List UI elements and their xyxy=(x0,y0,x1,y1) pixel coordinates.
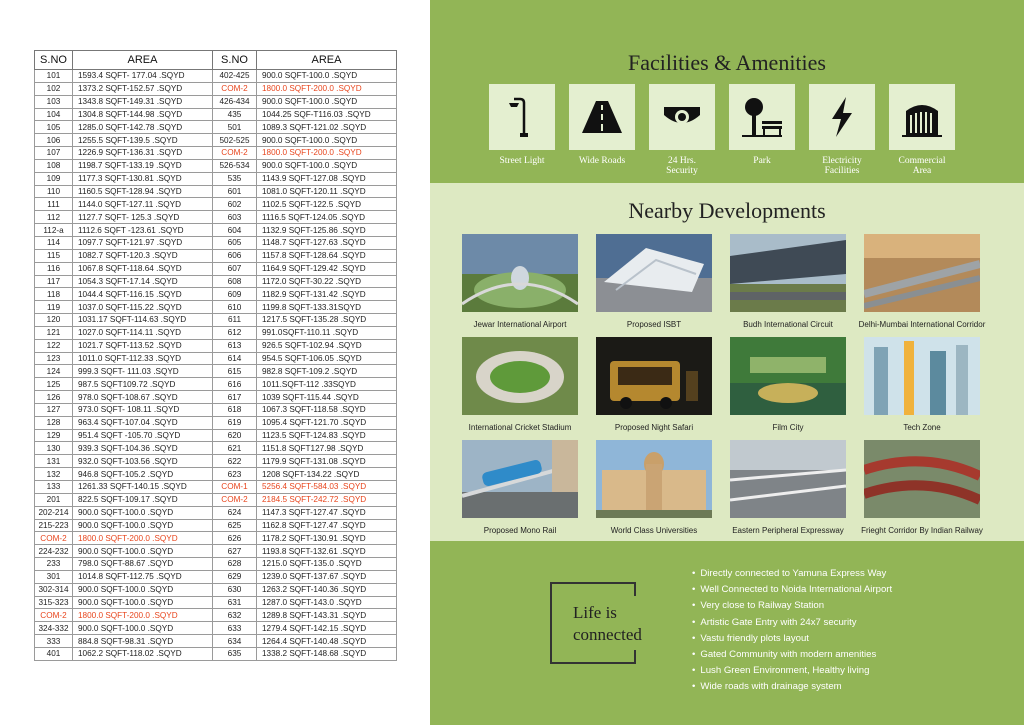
plot-area-table xyxy=(34,50,397,661)
dev-label: Proposed Mono Rail xyxy=(483,526,557,535)
security-camera-icon xyxy=(660,95,704,139)
plot-number-cell: 119 xyxy=(35,301,73,314)
plot-number-cell: 628 xyxy=(213,558,257,571)
plot-area-cell: 987.5 SQFT109.72 .SQYD xyxy=(73,378,213,391)
plot-number-cell: 115 xyxy=(35,249,73,262)
list-item: • Gated Community with modern amenities xyxy=(692,647,892,663)
table-row xyxy=(35,352,397,365)
dev-label: World Class Universities xyxy=(610,526,698,535)
plot-area-cell: 900.0 SQFT-100.0 .SQYD xyxy=(73,506,213,519)
plot-number-cell: 114 xyxy=(35,236,73,249)
plot-number-cell: 120 xyxy=(35,314,73,327)
plot-number-cell: 632 xyxy=(213,609,257,622)
plot-number-cell: 435 xyxy=(213,108,257,121)
tech-zone-image xyxy=(864,337,980,415)
table-row xyxy=(35,121,397,134)
table-row xyxy=(35,647,397,660)
isbt-image xyxy=(596,234,712,312)
plot-number-cell: 233 xyxy=(35,558,73,571)
plot-area-cell: 1031.17 SQFT-114.63 .SQYD xyxy=(73,314,213,327)
table-row xyxy=(35,468,397,481)
plot-area-cell: 1044.25 SQF-T116.03 .SQYD xyxy=(257,108,397,121)
table-row xyxy=(35,365,397,378)
plot-number-cell: 402-425 xyxy=(213,70,257,83)
plot-area-cell: 926.5 SQFT-102.94 .SQYD xyxy=(257,339,397,352)
plot-number-cell: 104 xyxy=(35,108,73,121)
table-row xyxy=(35,545,397,558)
plot-area-cell: 900.0 SQFT-100.0 .SQYD xyxy=(257,134,397,147)
plot-area-cell: 1373.2 SQFT-152.57 .SQYD xyxy=(73,82,213,95)
plot-number-cell: 617 xyxy=(213,391,257,404)
plot-area-cell: 1081.0 SQFT-120.11 .SQYD xyxy=(257,185,397,198)
table-row xyxy=(35,275,397,288)
table-row xyxy=(35,532,397,545)
plot-number-cell: 606 xyxy=(213,249,257,262)
list-item: • Artistic Gate Entry with 24x7 security xyxy=(692,615,892,631)
plot-number-cell: 129 xyxy=(35,429,73,442)
plot-number-cell: 315-323 xyxy=(35,596,73,609)
plot-area-cell: 1178.2 SQFT-130.91 .SQYD xyxy=(257,532,397,545)
plot-area-cell: 1097.7 SQFT-121.97 .SQYD xyxy=(73,236,213,249)
feature-list xyxy=(692,566,892,696)
plot-number-cell: 131 xyxy=(35,455,73,468)
facility-park xyxy=(729,84,795,150)
plot-number-cell: 123 xyxy=(35,352,73,365)
plot-area-cell: 1011.0 SQFT-112.33 .SQYD xyxy=(73,352,213,365)
plot-area-cell: 963.4 SQFT-107.04 .SQYD xyxy=(73,416,213,429)
film-city-image xyxy=(730,337,846,415)
plot-number-cell: 102 xyxy=(35,82,73,95)
plot-area-cell: 946.8 SQFT-105.2 .SQYD xyxy=(73,468,213,481)
list-item: • Well Connected to Noida International Airport xyxy=(692,582,892,598)
plot-area-cell: 1147.3 SQFT-127.47 .SQYD xyxy=(257,506,397,519)
dev-label: Frieght Corridor By Indian Railway xyxy=(861,526,983,535)
plot-area-cell: 991.0SQFT-110.11 .SQYD xyxy=(257,326,397,339)
plot-number-cell: 101 xyxy=(35,70,73,83)
plot-number-cell: 108 xyxy=(35,159,73,172)
plot-area-cell: 1208 SQFT-134.22 .SQYD xyxy=(257,468,397,481)
plot-number-cell: COM-1 xyxy=(213,481,257,494)
plot-area-cell: 798.0 SQFT-88.67 .SQYD xyxy=(73,558,213,571)
table-row xyxy=(35,429,397,442)
plot-number-cell: 111 xyxy=(35,198,73,211)
plot-number-cell: 616 xyxy=(213,378,257,391)
plot-area-cell: 1199.8 SQFT-133.31SQYD xyxy=(257,301,397,314)
plot-number-cell: 215-223 xyxy=(35,519,73,532)
table-row xyxy=(35,570,397,583)
table-row xyxy=(35,314,397,327)
plot-number-cell: 121 xyxy=(35,326,73,339)
plot-area-cell: 954.5 SQFT-106.05 .SQYD xyxy=(257,352,397,365)
plot-number-cell: 501 xyxy=(213,121,257,134)
plot-number-cell: COM-2 xyxy=(213,82,257,95)
plot-number-cell: 622 xyxy=(213,455,257,468)
plot-number-cell: 625 xyxy=(213,519,257,532)
table-row xyxy=(35,82,397,95)
plot-area-cell: 1289.8 SQFT-143.31 .SQYD xyxy=(257,609,397,622)
plot-number-cell: 118 xyxy=(35,288,73,301)
table-row xyxy=(35,391,397,404)
facility-commercial xyxy=(889,84,955,150)
plot-number-cell: 110 xyxy=(35,185,73,198)
facilities-title: Facilities & Amenities xyxy=(628,50,826,75)
plot-area-cell: 1172.0 SQFT-30.22 .SQYD xyxy=(257,275,397,288)
plot-area-cell: 1112.6 SQFT -123.61 .SQYD xyxy=(73,224,213,237)
freight-corridor-image xyxy=(864,440,980,518)
plot-number-cell: 627 xyxy=(213,545,257,558)
facility-label: Park xyxy=(753,156,771,166)
plot-number-cell: 125 xyxy=(35,378,73,391)
plot-number-cell: 614 xyxy=(213,352,257,365)
table-row xyxy=(35,172,397,185)
header-area: AREA xyxy=(73,51,213,70)
facility-label: Street Light xyxy=(499,156,545,166)
plot-number-cell: 109 xyxy=(35,172,73,185)
plot-area-cell: 1123.5 SQFT-124.83 .SQYD xyxy=(257,429,397,442)
plot-number-cell: 105 xyxy=(35,121,73,134)
park-icon xyxy=(740,95,784,139)
table-row xyxy=(35,442,397,455)
dev-label: Jewar International Airport xyxy=(473,320,567,329)
table-row xyxy=(35,558,397,571)
list-item: • Wide roads with drainage system xyxy=(692,679,892,695)
plot-number-cell: 502-525 xyxy=(213,134,257,147)
table-row xyxy=(35,95,397,108)
plot-area-cell: 1239.0 SQFT-137.67 .SQYD xyxy=(257,570,397,583)
plot-area-cell: 1182.9 SQFT-131.42 .SQYD xyxy=(257,288,397,301)
table-row xyxy=(35,481,397,494)
plot-area-cell: 1287.0 SQFT-143.0 .SQYD xyxy=(257,596,397,609)
list-item: • Directly connected to Yamuna Express Way xyxy=(692,566,892,582)
table-row xyxy=(35,455,397,468)
plot-number-cell: 620 xyxy=(213,429,257,442)
street-light-icon xyxy=(500,95,544,139)
plot-area-cell: 900.0 SQFT-100.0 .SQYD xyxy=(73,545,213,558)
header-sno: S.NO xyxy=(213,51,257,70)
plot-area-cell: 1014.8 SQFT-112.75 .SQYD xyxy=(73,570,213,583)
table-row xyxy=(35,249,397,262)
plot-area-cell: 939.3 SQFT-104.36 .SQYD xyxy=(73,442,213,455)
table-row xyxy=(35,583,397,596)
plot-area-cell: 1127.7 SQFT- 125.3 .SQYD xyxy=(73,211,213,224)
plot-table-panel xyxy=(0,0,430,725)
plot-number-cell: 127 xyxy=(35,403,73,416)
mono-rail-image xyxy=(462,440,578,518)
plot-number-cell: 619 xyxy=(213,416,257,429)
dev-label: Tech Zone xyxy=(903,423,941,432)
plot-area-cell: 900.0 SQFT-100.0 .SQYD xyxy=(73,519,213,532)
lightning-icon xyxy=(820,95,864,139)
plot-number-cell: 103 xyxy=(35,95,73,108)
plot-area-cell: 5256.4 SQFT-584.03 .SQYD xyxy=(257,481,397,494)
plot-number-cell: COM-2 xyxy=(213,147,257,160)
plot-number-cell: 602 xyxy=(213,198,257,211)
plot-area-cell: 1089.3 SQFT-121.02 .SQYD xyxy=(257,121,397,134)
plot-area-cell: 982.8 SQFT-109.2 .SQYD xyxy=(257,365,397,378)
table-row xyxy=(35,493,397,506)
cricket-stadium-image xyxy=(462,337,578,415)
plot-number-cell: 605 xyxy=(213,236,257,249)
night-safari-image xyxy=(596,337,712,415)
table-header-row xyxy=(35,51,397,70)
plot-area-cell: 1037.0 SQFT-115.22 .SQYD xyxy=(73,301,213,314)
plot-area-cell: 1011.SQFT-112 .33SQYD xyxy=(257,378,397,391)
plot-area-cell: 1177.3 SQFT-130.81 .SQYD xyxy=(73,172,213,185)
plot-number-cell: 603 xyxy=(213,211,257,224)
table-row xyxy=(35,159,397,172)
plot-area-cell: 978.0 SQFT-108.67 .SQYD xyxy=(73,391,213,404)
dev-label: Proposed ISBT xyxy=(626,320,682,329)
plot-area-cell: 900.0 SQFT-100.0 .SQYD xyxy=(73,583,213,596)
plot-area-cell: 1143.9 SQFT-127.08 .SQYD xyxy=(257,172,397,185)
plot-number-cell: 202-214 xyxy=(35,506,73,519)
table-row xyxy=(35,198,397,211)
plot-number-cell: 526-534 xyxy=(213,159,257,172)
plot-number-cell: 612 xyxy=(213,326,257,339)
plot-area-cell: 1198.7 SQFT-133.19 .SQYD xyxy=(73,159,213,172)
plot-number-cell: 201 xyxy=(35,493,73,506)
plot-area-cell: 1800.0 SQFT-200.0 .SQYD xyxy=(73,532,213,545)
plot-area-cell: 1044.4 SQFT-116.15 .SQYD xyxy=(73,288,213,301)
plot-area-cell: 1132.9 SQFT-125.86 .SQYD xyxy=(257,224,397,237)
table-row xyxy=(35,519,397,532)
plot-number-cell: 324-332 xyxy=(35,622,73,635)
plot-area-cell: 1067.3 SQFT-118.58 .SQYD xyxy=(257,403,397,416)
plot-area-cell: 1148.7 SQFT-127.63 .SQYD xyxy=(257,236,397,249)
plot-area-cell: 2184.5 SQFT-242.72 .SQYD xyxy=(257,493,397,506)
plot-area-cell: 900.0 SQFT-100.0 .SQYD xyxy=(257,95,397,108)
plot-number-cell: 112 xyxy=(35,211,73,224)
table-row xyxy=(35,262,397,275)
header-sno: S.NO xyxy=(35,51,73,70)
plot-area-cell: 1039 SQFT-115.44 .SQYD xyxy=(257,391,397,404)
table-row xyxy=(35,134,397,147)
facility-street-light xyxy=(489,84,555,150)
table-row xyxy=(35,622,397,635)
plot-number-cell: 618 xyxy=(213,403,257,416)
jewar-airport-image xyxy=(462,234,578,312)
dev-label: International Cricket Stadium xyxy=(468,423,572,432)
plot-number-cell: 224-232 xyxy=(35,545,73,558)
plot-area-cell: 951.4 SQFT -105.70 .SQYD xyxy=(73,429,213,442)
plot-number-cell: 107 xyxy=(35,147,73,160)
plot-number-cell: 635 xyxy=(213,647,257,660)
plot-number-cell: 302-314 xyxy=(35,583,73,596)
plot-number-cell: 633 xyxy=(213,622,257,635)
plot-number-cell: 607 xyxy=(213,262,257,275)
universities-image xyxy=(596,440,712,518)
plot-area-cell: 973.0 SQFT- 108.11 .SQYD xyxy=(73,403,213,416)
plot-number-cell: 333 xyxy=(35,635,73,648)
table-row xyxy=(35,224,397,237)
plot-area-cell: 1264.4 SQFT-140.48 .SQYD xyxy=(257,635,397,648)
dev-label: Proposed Night Safari xyxy=(614,423,694,432)
plot-number-cell: COM-2 xyxy=(213,493,257,506)
plot-area-cell: 1095.4 SQFT-121.70 .SQYD xyxy=(257,416,397,429)
plot-area-cell: 1054.3 SQFT-17.14 .SQYD xyxy=(73,275,213,288)
plot-number-cell: 426-434 xyxy=(213,95,257,108)
plot-number-cell: 112-a xyxy=(35,224,73,237)
plot-number-cell: 126 xyxy=(35,391,73,404)
plot-area-cell: 1116.5 SQFT-124.05 .SQYD xyxy=(257,211,397,224)
list-item: • Very close to Railway Station xyxy=(692,598,892,614)
brochure-panel xyxy=(430,0,1024,725)
dev-label: Film City xyxy=(772,423,804,432)
facility-label: Electricity Facilities xyxy=(822,156,862,176)
plot-area-cell: 1215.0 SQFT-135.0 .SQYD xyxy=(257,558,397,571)
plot-number-cell: 610 xyxy=(213,301,257,314)
table-row xyxy=(35,301,397,314)
corridor-image xyxy=(864,234,980,312)
plot-number-cell: 621 xyxy=(213,442,257,455)
table-row xyxy=(35,609,397,622)
road-icon xyxy=(580,95,624,139)
plot-area-cell: 1144.0 SQFT-127.11 .SQYD xyxy=(73,198,213,211)
plot-area-cell: 1255.5 SQFT-139.5 .SQYD xyxy=(73,134,213,147)
plot-number-cell: 132 xyxy=(35,468,73,481)
plot-area-cell: 1217.5 SQFT-135.28 .SQYD xyxy=(257,314,397,327)
plot-number-cell: 604 xyxy=(213,224,257,237)
plot-number-cell: 122 xyxy=(35,339,73,352)
life-connected-text: Life is connected xyxy=(573,603,642,644)
plot-area-cell: 884.8 SQFT-98.31 .SQYD xyxy=(73,635,213,648)
plot-area-cell: 1226.9 SQFT-136.31 .SQYD xyxy=(73,147,213,160)
table-row xyxy=(35,108,397,121)
plot-area-cell: 999.3 SQFT- 111.03 .SQYD xyxy=(73,365,213,378)
plot-area-cell: 1279.4 SQFT-142.15 .SQYD xyxy=(257,622,397,635)
plot-area-cell: 900.0 SQFT-100.0 .SQYD xyxy=(257,159,397,172)
table-row xyxy=(35,378,397,391)
plot-number-cell: 117 xyxy=(35,275,73,288)
table-row xyxy=(35,211,397,224)
plot-number-cell: 626 xyxy=(213,532,257,545)
plot-area-cell: 1800.0 SQFT-200.0 .SQYD xyxy=(257,82,397,95)
plot-area-cell: 1157.8 SQFT-128.64 .SQYD xyxy=(257,249,397,262)
commercial-building-icon xyxy=(900,95,944,139)
facility-label: Wide Roads xyxy=(578,156,626,166)
plot-number-cell: 301 xyxy=(35,570,73,583)
nearby-title: Nearby Developments xyxy=(628,198,826,223)
plot-number-cell: 630 xyxy=(213,583,257,596)
plot-number-cell: 609 xyxy=(213,288,257,301)
plot-area-cell: 1082.7 SQFT-120.3 .SQYD xyxy=(73,249,213,262)
table-row xyxy=(35,326,397,339)
facility-label: Commercial Area xyxy=(898,156,946,176)
table-row xyxy=(35,506,397,519)
plot-number-cell: 535 xyxy=(213,172,257,185)
table-row xyxy=(35,147,397,160)
facility-security xyxy=(649,84,715,150)
plot-number-cell: COM-2 xyxy=(35,532,73,545)
plot-number-cell: 611 xyxy=(213,314,257,327)
plot-number-cell: 601 xyxy=(213,185,257,198)
plot-area-cell: 900.0 SQFT-100.0 .SQYD xyxy=(73,622,213,635)
plot-area-cell: 1193.8 SQFT-132.61 .SQYD xyxy=(257,545,397,558)
plot-number-cell: 116 xyxy=(35,262,73,275)
table-row xyxy=(35,416,397,429)
plot-area-cell: 1285.0 SQFT-142.78 .SQYD xyxy=(73,121,213,134)
expressway-image xyxy=(730,440,846,518)
plot-area-cell: 1164.9 SQFT-129.42 .SQYD xyxy=(257,262,397,275)
table-row xyxy=(35,339,397,352)
plot-number-cell: 613 xyxy=(213,339,257,352)
plot-area-cell: 932.0 SQFT-103.56 .SQYD xyxy=(73,455,213,468)
plot-area-cell: 900.0 SQFT-100.0 .SQYD xyxy=(73,596,213,609)
plot-number-cell: 615 xyxy=(213,365,257,378)
plot-area-cell: 1067.8 SQFT-118.64 .SQYD xyxy=(73,262,213,275)
plot-number-cell: 631 xyxy=(213,596,257,609)
plot-number-cell: 106 xyxy=(35,134,73,147)
plot-number-cell: 608 xyxy=(213,275,257,288)
plot-number-cell: 634 xyxy=(213,635,257,648)
plot-number-cell: 124 xyxy=(35,365,73,378)
plot-area-cell: 1304.8 SQFT-144.98 .SQYD xyxy=(73,108,213,121)
dev-label: Delhi-Mumbai International Corridor xyxy=(858,320,986,329)
plot-number-cell: 128 xyxy=(35,416,73,429)
plot-area-cell: 1593.4 SQFT- 177.04 .SQYD xyxy=(73,70,213,83)
plot-area-cell: 1102.5 SQFT-122.5 .SQYD xyxy=(257,198,397,211)
table-row xyxy=(35,635,397,648)
plot-area-cell: 822.5 SQFT-109.17 .SQYD xyxy=(73,493,213,506)
plot-area-cell: 1343.8 SQFT-149.31 .SQYD xyxy=(73,95,213,108)
plot-number-cell: COM-2 xyxy=(35,609,73,622)
plot-area-cell: 1062.2 SQFT-118.02 .SQYD xyxy=(73,647,213,660)
plot-area-cell: 1261.33 SQFT-140.15 .SQYD xyxy=(73,481,213,494)
table-row xyxy=(35,236,397,249)
dev-label: Eastern Peripheral Expressway xyxy=(732,526,844,535)
table-row xyxy=(35,403,397,416)
table-row xyxy=(35,596,397,609)
plot-number-cell: 624 xyxy=(213,506,257,519)
table-row xyxy=(35,185,397,198)
plot-area-cell: 1263.2 SQFT-140.36 .SQYD xyxy=(257,583,397,596)
plot-area-cell: 1338.2 SQFT-148.68 .SQYD xyxy=(257,647,397,660)
list-item: • Vastu friendly plots layout xyxy=(692,631,892,647)
plot-area-cell: 1800.0 SQFT-200.0 .SQYD xyxy=(257,147,397,160)
list-item: • Lush Green Environment, Healthy living xyxy=(692,663,892,679)
plot-area-cell: 1021.7 SQFT-113.52 .SQYD xyxy=(73,339,213,352)
plot-number-cell: 133 xyxy=(35,481,73,494)
plot-number-cell: 130 xyxy=(35,442,73,455)
table-body xyxy=(35,70,397,661)
dev-label: Budh International Circuit xyxy=(743,320,833,329)
header-area: AREA xyxy=(257,51,397,70)
plot-number-cell: 401 xyxy=(35,647,73,660)
table-row xyxy=(35,70,397,83)
table-row xyxy=(35,288,397,301)
plot-area-cell: 1179.9 SQFT-131.08 .SQYD xyxy=(257,455,397,468)
budh-circuit-image xyxy=(730,234,846,312)
plot-area-cell: 1800.0 SQFT-200.0 .SQYD xyxy=(73,609,213,622)
plot-area-cell: 900.0 SQFT-100.0 .SQYD xyxy=(257,70,397,83)
facility-electricity xyxy=(809,84,875,150)
plot-area-cell: 1162.8 SQFT-127.47 .SQYD xyxy=(257,519,397,532)
facility-label: 24 Hrs. Security xyxy=(666,156,698,176)
plot-area-cell: 1160.5 SQFT-128.94 .SQYD xyxy=(73,185,213,198)
plot-area-cell: 1027.0 SQFT-114.11 .SQYD xyxy=(73,326,213,339)
plot-area-cell: 1151.8 SQFT127.98 .SQYD xyxy=(257,442,397,455)
facility-wide-roads xyxy=(569,84,635,150)
plot-number-cell: 623 xyxy=(213,468,257,481)
plot-number-cell: 629 xyxy=(213,570,257,583)
